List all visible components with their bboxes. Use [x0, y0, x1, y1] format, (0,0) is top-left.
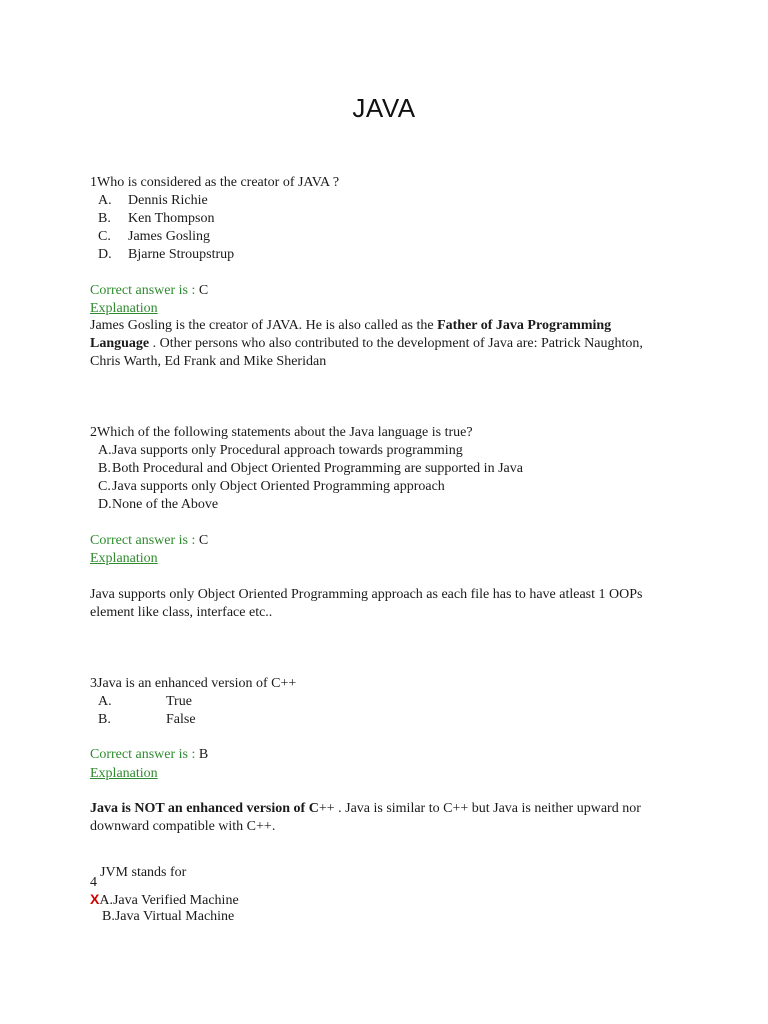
q2-option-c: C. Java supports only Object Oriented Programming approach — [98, 479, 445, 494]
q3-option-b: B. False — [98, 712, 196, 727]
q1-explanation-link[interactable]: Explanation — [90, 301, 158, 316]
q2-explanation-text: Java supports only Object Oriented Programming approach as each file has to have atleast 1 OOPs element like class, interface etc.. — [90, 587, 643, 620]
q1-correct-answer: Correct answer is : C — [90, 283, 209, 298]
question-3-text: 3Java is an enhanced version of C++ — [90, 676, 297, 691]
question-2 — [90, 424, 670, 514]
q1-option-b: B. Ken Thompson — [98, 211, 215, 226]
q4-option-b: B.Java Virtual Machine — [102, 909, 235, 924]
q4-option-a: XA.Java Verified Machine — [90, 891, 239, 908]
page-title: JAVA — [352, 93, 416, 123]
question-4-text: JVM stands for — [100, 865, 187, 880]
question-4-number: 4 — [90, 875, 97, 890]
q2-explanation-link[interactable]: Explanation — [90, 551, 158, 566]
q1-option-d: D. Bjarne Stroupstrup — [98, 247, 235, 262]
wrong-mark-icon: X — [90, 891, 100, 907]
q3-explanation-text: Java is NOT an enhanced version of C++ . Java is similar to C++ but Java is neither upward nor downward compatible with C++. — [90, 801, 641, 834]
q3-option-a: A. True — [98, 694, 192, 709]
question-1-text: 1Who is considered as the creator of JAVA ? — [90, 175, 340, 190]
q3-explanation-link[interactable]: Explanation — [90, 766, 158, 781]
q3-correct-answer: Correct answer is : B — [90, 747, 209, 762]
q1-option-c: C. James Gosling — [98, 229, 211, 244]
q2-correct-answer: Correct answer is : C — [90, 533, 209, 548]
q2-option-b: B. Both Procedural and Object Oriented Programming are supported in Java — [98, 461, 523, 476]
question-1 — [90, 174, 670, 264]
question-2-text: 2Which of the following statements about the Java language is true? — [90, 425, 473, 440]
q1-explanation-text: James Gosling is the creator of JAVA. He is also called as the Father of Java Programming Language . Other persons who also contributed to the development of Java are: Patrick Naughton, Chris Warth, Ed Frank and Mike Sheridan — [90, 318, 643, 369]
q1-option-a: A. Dennis Richie — [98, 193, 208, 208]
question-3 — [90, 675, 670, 729]
q2-option-d: D. None of the Above — [98, 497, 219, 512]
q2-option-a: A. Java supports only Procedural approach towards programming — [98, 443, 463, 458]
